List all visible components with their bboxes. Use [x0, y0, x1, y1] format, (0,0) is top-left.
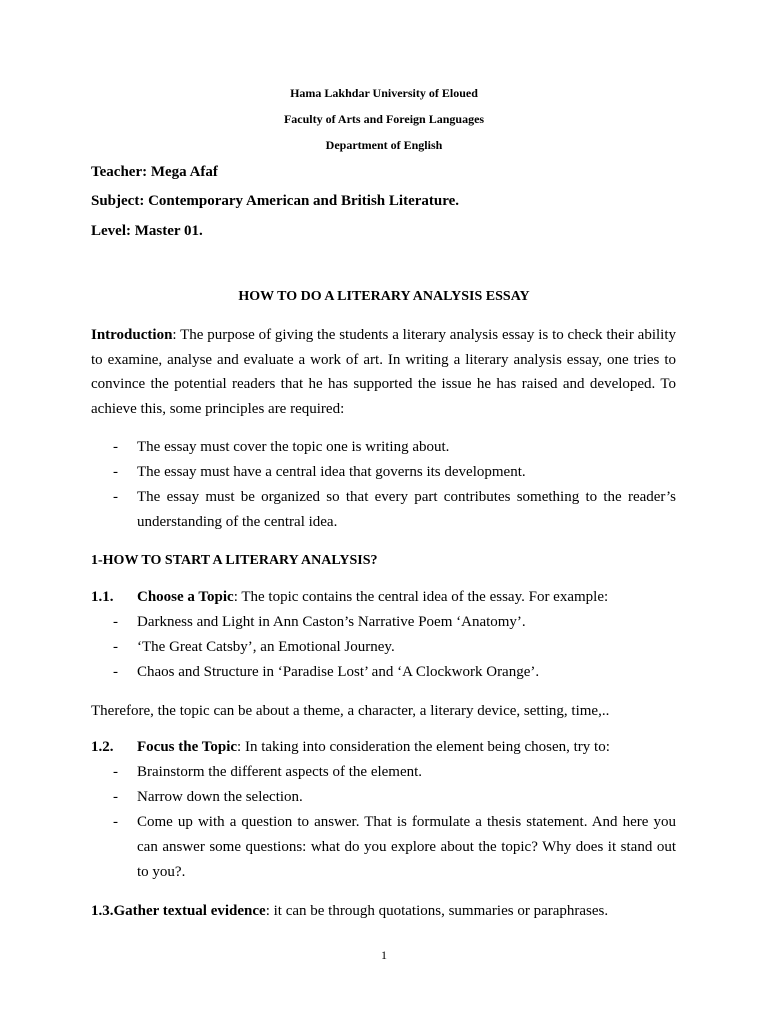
dash-bullet: - — [113, 814, 118, 830]
list-item-text: The essay must cover the topic one is writing about. — [137, 439, 450, 455]
introduction-paragraph — [91, 323, 676, 421]
introduction-text: : The purpose of giving the students a literary analysis essay is to check their ability to examine, analyse and evaluate a work of art. In writing a literary analysis essay, one tries to convince the potential readers that he has supported the issue he has raised and developed. To achieve this, some principles are required: — [91, 327, 676, 417]
teacher-line: Teacher: Mega Afaf — [91, 164, 218, 180]
list-item-text: Come up with a question to answer. That is formulate a thesis statement. And here you can answer some questions: what do you explore about the topic? Why does it stand out to you?. — [137, 814, 676, 880]
dash-bullet: - — [113, 764, 118, 780]
dash-bullet: - — [113, 439, 118, 455]
subsection-term: 1.3.Gather textual evidence — [91, 903, 266, 919]
principles-list — [91, 435, 676, 535]
list-item-text: The essay must be organized so that every part contributes something to the reader’s understanding of the central idea. — [137, 489, 676, 530]
subsection-number: 1.2. — [91, 739, 114, 755]
essay-title: HOW TO DO A LITERARY ANALYSIS ESSAY — [238, 289, 530, 304]
list-item — [91, 760, 676, 785]
list-item-text: The essay must have a central idea that governs its development. — [137, 464, 526, 480]
dash-bullet: - — [113, 489, 118, 505]
list-item — [91, 810, 676, 885]
dash-bullet: - — [113, 789, 118, 805]
dash-bullet: - — [113, 639, 118, 655]
list-item-text: Chaos and Structure in ‘Paradise Lost’ and ‘A Clockwork Orange’. — [137, 664, 540, 680]
level-line: Level: Master 01. — [91, 223, 203, 239]
list-item-text: Brainstorm the different aspects of the element. — [137, 764, 423, 780]
focus-steps-list — [91, 760, 676, 885]
dash-bullet: - — [113, 664, 118, 680]
list-item — [91, 610, 676, 635]
section-heading: 1-HOW TO START A LITERARY ANALYSIS? — [91, 553, 378, 568]
introduction-label: Introduction — [91, 327, 173, 343]
subsection-text: : it can be through quotations, summaries or paraphrases. — [265, 903, 609, 919]
faculty-name: Faculty of Arts and Foreign Languages — [283, 112, 485, 126]
list-item — [91, 635, 676, 660]
page-number: 1 — [381, 948, 387, 962]
subsection-focus-topic — [91, 739, 676, 756]
list-item-text: Narrow down the selection. — [137, 789, 303, 805]
list-item — [91, 485, 676, 535]
list-item — [91, 460, 676, 485]
subsection-text: : In taking into consideration the element being chosen, try to: — [237, 739, 610, 755]
list-item — [91, 435, 676, 460]
therefore-paragraph: Therefore, the topic can be about a theme, a character, a literary device, setting, time,.. — [91, 703, 610, 719]
department-name: Department of English — [325, 138, 443, 152]
subsection-term: Choose a Topic — [137, 589, 234, 605]
subject-line: Subject: Contemporary American and British Literature. — [91, 193, 460, 209]
subsection-number: 1.1. — [91, 589, 114, 605]
list-item — [91, 660, 676, 685]
list-item-text: Darkness and Light in Ann Caston’s Narrative Poem ‘Anatomy’. — [137, 614, 526, 630]
list-item-text: ‘The Great Catsby’, an Emotional Journey. — [137, 639, 395, 655]
dash-bullet: - — [113, 464, 118, 480]
subsection-text: : The topic contains the central idea of the essay. For example: — [233, 589, 609, 605]
subsection-gather-evidence — [91, 903, 676, 920]
list-item — [91, 785, 676, 810]
dash-bullet: - — [113, 614, 118, 630]
subsection-term: Focus the Topic — [137, 739, 238, 755]
topic-examples-list — [91, 610, 676, 685]
subsection-choose-topic — [91, 589, 676, 606]
university-name: Hama Lakhdar University of Eloued — [290, 86, 478, 100]
